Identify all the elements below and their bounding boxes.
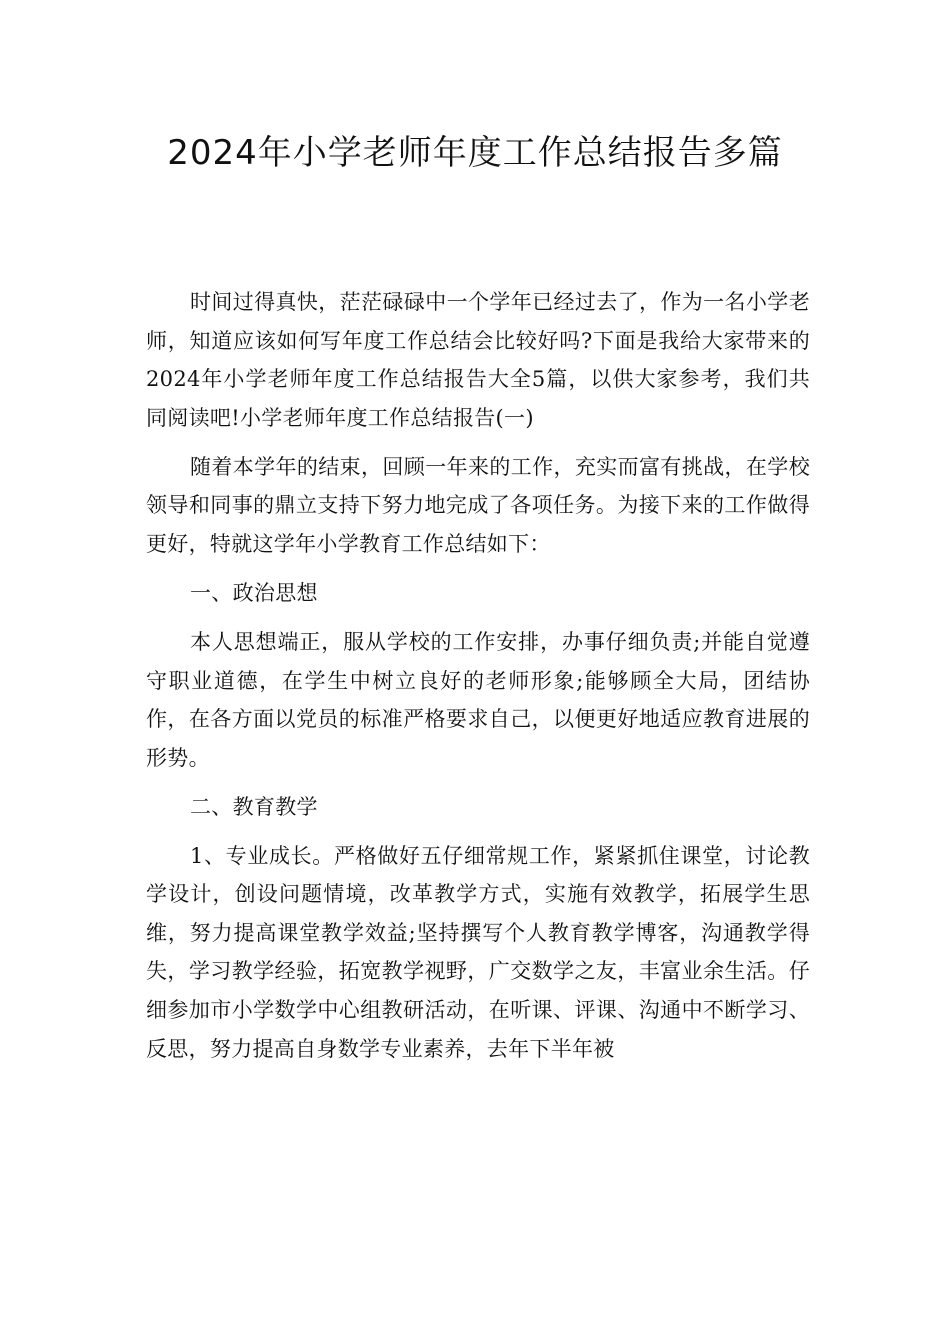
section-heading-politics: 一、政治思想 <box>190 580 318 605</box>
politics-paragraph: 本人思想端正，服从学校的工作安排，办事仔细负责;并能自觉遵守职业道德，在学生中树立良好的老师形象;能够顾全大局，团结协作，在各方面以党员的标准严格要求自己，以便更好地适应教育进展的形势。 <box>146 629 810 770</box>
professional-growth-paragraph: 1、专业成长。严格做好五仔细常规工作，紧紧抓住课堂，讨论教学设计，创设问题情境，改革教学方式，实施有效教学，拓展学生思维，努力提高课堂教学效益;坚持撰写个人教育教学博客，沟通教学得失，学习教学经验，拓宽教学视野，广交数学之友，丰富业余生活。仔细参加市小学数学中心组教研活动，在听课、评课、沟通中不断学习、反思，努力提高自身数学专业素养，去年下半年被 <box>146 843 810 1061</box>
intro-paragraph: 时间过得真快，茫茫碌碌中一个学年已经过去了，作为一名小学老师，知道应该如何写年度工作总结会比较好吗?下面是我给大家带来的2024年小学老师年度工作总结报告大全5篇，以供大家参考，我们共同阅读吧!小学老师年度工作总结报告(一) <box>146 290 810 430</box>
document-body <box>146 283 810 1068</box>
summary-paragraph: 随着本学年的结束，回顾一年来的工作，充实而富有挑战，在学校领导和同事的鼎立支持下努力地完成了各项任务。为接下来的工作做得更好，特就这学年小学教育工作总结如下： <box>146 454 810 556</box>
section-heading-education: 二、教育教学 <box>190 794 318 819</box>
document-title: 2024年小学老师年度工作总结报告多篇 <box>167 133 783 173</box>
